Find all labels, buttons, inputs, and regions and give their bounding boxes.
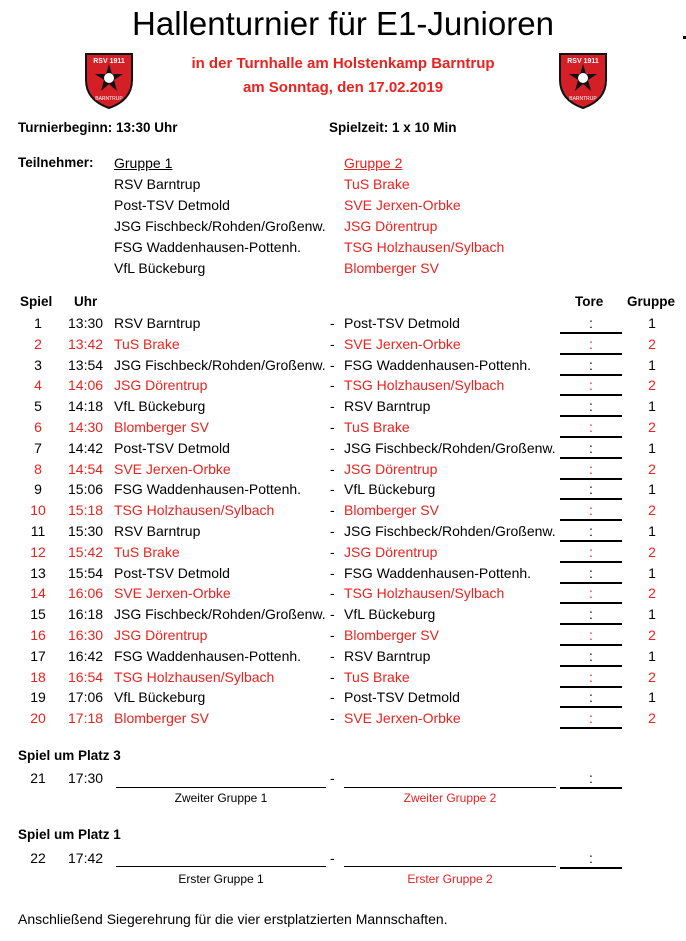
game-number: 18: [30, 668, 46, 685]
score-field: :: [560, 459, 622, 479]
score-field: :: [560, 583, 622, 603]
footer-note: Anschließend Siegerehrung für die vier erstplatzierten Mannschaften.: [18, 911, 448, 927]
game-group: 2: [648, 377, 656, 394]
score-field: :: [560, 438, 622, 458]
away-team: Post-TSV Detmold: [344, 689, 460, 706]
home-team: FSG Waddenhausen-Pottenh.: [114, 647, 302, 664]
vs-dash: -: [330, 419, 335, 435]
game-row: [0, 500, 686, 520]
score-field: :: [560, 375, 622, 395]
game-number: 13: [30, 564, 46, 581]
place1-home-caption: Erster Gruppe 1: [178, 872, 264, 886]
game-time: 17:18: [68, 710, 104, 727]
game-group: 1: [648, 564, 656, 581]
away-team: SVE Jerxen-Orbke: [344, 335, 461, 352]
away-team: VfL Bückeburg: [344, 481, 436, 498]
game-row: [0, 479, 686, 499]
place1-label: Spiel um Platz 1: [18, 827, 121, 842]
home-team: TSG Holzhausen/Sylbach: [114, 502, 275, 519]
home-team: VfL Bückeburg: [114, 689, 206, 706]
game-time: 16:54: [68, 668, 104, 685]
game-row: [0, 521, 686, 541]
home-team: TuS Brake: [114, 543, 180, 560]
home-team: SVE Jerxen-Orbke: [114, 585, 231, 602]
game-group: 1: [648, 481, 656, 498]
away-team: Post-TSV Detmold: [344, 315, 460, 331]
home-team: RSV Barntrup: [114, 523, 201, 539]
vs-dash: -: [330, 606, 335, 623]
place1-away-caption: Erster Gruppe 2: [407, 872, 493, 886]
home-team: Blomberger SV: [114, 710, 209, 727]
vs-dash: -: [330, 647, 335, 664]
header-goals: Tore: [575, 294, 604, 309]
participant-team: TuS Brake: [344, 176, 410, 192]
participants-label: Teilnehmer:: [18, 155, 94, 170]
game-group: 2: [648, 668, 656, 685]
home-team: FSG Waddenhausen-Pottenh.: [114, 481, 302, 498]
participant-team: JSG Fischbeck/Rohden/Großenw.: [114, 218, 326, 234]
place3-label: Spiel um Platz 3: [18, 748, 121, 763]
vs-dash: -: [330, 585, 335, 602]
group1-heading: Gruppe 1: [114, 155, 173, 171]
away-team: FSG Waddenhausen-Pottenh.: [344, 564, 532, 581]
away-team: SVE Jerxen-Orbke: [344, 710, 461, 727]
header-group: Gruppe: [627, 294, 676, 309]
score-field: :: [560, 355, 622, 375]
game-group: 2: [648, 710, 656, 727]
away-team: RSV Barntrup: [344, 647, 431, 664]
score-field: :: [560, 563, 622, 583]
participant-team: TSG Holzhausen/Sylbach: [344, 239, 505, 255]
home-team: RSV Barntrup: [114, 315, 201, 331]
game-row: [0, 334, 686, 354]
away-team: Blomberger SV: [344, 502, 439, 519]
game-time: 13:42: [68, 335, 104, 352]
vs-dash: -: [330, 668, 335, 685]
home-team: JSG Dörentrup: [114, 377, 208, 394]
score-field: :: [560, 646, 622, 666]
home-team: JSG Fischbeck/Rohden/Großenw.: [114, 356, 326, 373]
game-row: [0, 687, 686, 707]
vs-dash: -: [330, 398, 335, 415]
score-field: :: [560, 542, 622, 562]
game-group: 1: [648, 523, 656, 539]
game-number: 15: [30, 606, 46, 623]
vs-dash: -: [330, 315, 335, 331]
participant-team: FSG Waddenhausen-Pottenh.: [114, 239, 302, 255]
vs-dash: -: [330, 377, 335, 394]
vs-dash: -: [330, 335, 335, 352]
score-field: :: [560, 479, 622, 499]
away-team: TuS Brake: [344, 668, 410, 685]
tournament-start: Turnierbeginn: 13:30 Uhr: [18, 120, 178, 135]
game-number: 6: [34, 419, 42, 435]
score-field: :: [560, 625, 622, 645]
game-row: [0, 396, 686, 416]
place3-score: :: [560, 768, 622, 788]
game-time: 14:54: [68, 460, 104, 477]
home-team: TuS Brake: [114, 335, 180, 352]
game-group: 2: [648, 419, 656, 435]
home-team: JSG Fischbeck/Rohden/Großenw.: [114, 606, 326, 623]
vs-dash: -: [330, 689, 335, 706]
game-row: [0, 313, 686, 333]
participant-team: Blomberger SV: [344, 260, 439, 276]
game-group: 1: [648, 315, 656, 331]
place1-home-line: [116, 866, 326, 867]
game-group: 2: [648, 543, 656, 560]
game-group: 2: [648, 627, 656, 643]
place1-time: 17:42: [68, 850, 104, 866]
home-team: Post-TSV Detmold: [114, 564, 230, 581]
game-number: 2: [34, 335, 42, 352]
subtitle-venue: in der Turnhalle am Holstenkamp Barntrup: [191, 55, 495, 72]
logo-text-top: RSV 1911: [93, 58, 125, 65]
game-number: 7: [34, 439, 42, 456]
game-time: 14:06: [68, 377, 104, 394]
away-team: TSG Holzhausen/Sylbach: [344, 377, 505, 394]
game-row: [0, 667, 686, 687]
game-row: [0, 708, 686, 728]
game-duration: Spielzeit: 1 x 10 Min: [329, 120, 457, 135]
logo-text-top: RSV 1911: [567, 58, 599, 65]
home-team: Post-TSV Detmold: [114, 439, 230, 456]
group2-heading: Gruppe 2: [344, 155, 403, 171]
place3-num: 21: [30, 770, 46, 786]
game-time: 17:06: [68, 689, 104, 706]
game-row: [0, 542, 686, 562]
game-group: 1: [648, 689, 656, 706]
score-field: :: [560, 313, 622, 333]
game-row: [0, 646, 686, 666]
place3-away-line: [344, 787, 556, 788]
game-group: 1: [648, 439, 656, 456]
place3-row: [0, 768, 686, 788]
place3-home-line: [116, 787, 326, 788]
game-group: 2: [648, 585, 656, 602]
game-number: 9: [34, 481, 42, 498]
game-time: 16:18: [68, 606, 104, 623]
place1-score: :: [560, 848, 622, 868]
away-team: JSG Fischbeck/Rohden/Großenw.: [344, 439, 556, 456]
home-team: SVE Jerxen-Orbke: [114, 460, 231, 477]
vs-dash: -: [330, 460, 335, 477]
vs-dash: -: [330, 564, 335, 581]
game-row: [0, 438, 686, 458]
game-number: 16: [30, 627, 46, 643]
game-row: [0, 563, 686, 583]
score-field: :: [560, 396, 622, 416]
game-time: 13:30: [68, 315, 104, 331]
vs-dash: -: [330, 543, 335, 560]
away-team: JSG Dörentrup: [344, 543, 438, 560]
game-number: 17: [30, 647, 46, 664]
participant-team: Post-TSV Detmold: [114, 197, 230, 213]
away-team: FSG Waddenhausen-Pottenh.: [344, 356, 532, 373]
game-number: 14: [30, 585, 46, 602]
header-time: Uhr: [74, 294, 98, 309]
game-time: 16:06: [68, 585, 104, 602]
place3-away-caption: Zweiter Gruppe 2: [403, 791, 497, 805]
game-time: 15:42: [68, 543, 104, 560]
game-time: 16:30: [68, 627, 104, 643]
participant-team: JSG Dörentrup: [344, 218, 438, 234]
game-row: [0, 604, 686, 624]
home-team: Blomberger SV: [114, 419, 209, 435]
game-time: 15:30: [68, 523, 104, 539]
vs-dash: -: [330, 356, 335, 373]
game-row: [0, 625, 686, 645]
place3-home-caption: Zweiter Gruppe 1: [174, 791, 268, 805]
away-team: JSG Fischbeck/Rohden/Großenw.: [344, 523, 556, 539]
game-group: 2: [648, 335, 656, 352]
game-time: 14:30: [68, 419, 104, 435]
game-row: [0, 583, 686, 603]
home-team: TSG Holzhausen/Sylbach: [114, 668, 275, 685]
game-time: 14:42: [68, 439, 104, 456]
game-group: 2: [648, 460, 656, 477]
game-time: 16:42: [68, 647, 104, 664]
score-field: :: [560, 604, 622, 624]
participant-team: SVE Jerxen-Orbke: [344, 197, 461, 213]
game-row: [0, 355, 686, 375]
game-group: 1: [648, 606, 656, 623]
place1-num: 22: [30, 850, 46, 866]
place1-away-line: [344, 866, 556, 867]
score-field: :: [560, 521, 622, 541]
game-time: 15:18: [68, 502, 104, 519]
game-number: 10: [30, 502, 46, 519]
away-team: TSG Holzhausen/Sylbach: [344, 585, 505, 602]
game-group: 1: [648, 647, 656, 664]
game-time: 15:06: [68, 481, 104, 498]
home-team: JSG Dörentrup: [114, 627, 208, 643]
game-number: 3: [34, 356, 42, 373]
game-number: 4: [34, 377, 42, 394]
score-field: :: [560, 334, 622, 354]
place1-dash: -: [330, 850, 335, 866]
game-number: 5: [34, 398, 42, 415]
vs-dash: -: [330, 523, 335, 539]
logo-text-bottom: BARNTRUP: [95, 96, 123, 102]
vs-dash: -: [330, 439, 335, 456]
game-row: [0, 417, 686, 437]
game-number: 12: [30, 543, 46, 560]
header-game: Spiel: [20, 294, 53, 309]
game-group: 1: [648, 398, 656, 415]
away-team: JSG Dörentrup: [344, 460, 438, 477]
away-team: Blomberger SV: [344, 627, 439, 643]
game-group: 2: [648, 502, 656, 519]
away-team: RSV Barntrup: [344, 398, 431, 415]
vs-dash: -: [330, 481, 335, 498]
game-row: [0, 459, 686, 479]
away-team: VfL Bückeburg: [344, 606, 436, 623]
vs-dash: -: [330, 710, 335, 727]
game-time: 14:18: [68, 398, 104, 415]
place3-time: 17:30: [68, 770, 104, 786]
game-time: 15:54: [68, 564, 104, 581]
participant-team: VfL Bückeburg: [114, 260, 206, 276]
game-number: 19: [30, 689, 46, 706]
game-time: 13:54: [68, 356, 104, 373]
game-number: 1: [34, 315, 42, 331]
score-field: :: [560, 708, 622, 728]
game-number: 11: [30, 523, 46, 539]
vs-dash: -: [330, 502, 335, 519]
game-row: [0, 375, 686, 395]
vs-dash: -: [330, 627, 335, 643]
home-team: VfL Bückeburg: [114, 398, 206, 415]
subtitle-date: am Sonntag, den 17.02.2019: [242, 79, 444, 96]
score-field: :: [560, 667, 622, 687]
game-number: 8: [34, 460, 42, 477]
place1-row: [0, 848, 686, 868]
score-field: :: [560, 687, 622, 707]
game-group: 1: [648, 356, 656, 373]
score-field: :: [560, 500, 622, 520]
logo-text-bottom: BARNTRUP: [569, 96, 597, 102]
away-team: TuS Brake: [344, 419, 410, 435]
score-field: :: [560, 417, 622, 437]
page-title: Hallenturnier für E1-Junioren: [132, 5, 554, 42]
participant-team: RSV Barntrup: [114, 176, 201, 192]
place3-dash: -: [330, 770, 335, 786]
game-number: 20: [30, 710, 46, 727]
